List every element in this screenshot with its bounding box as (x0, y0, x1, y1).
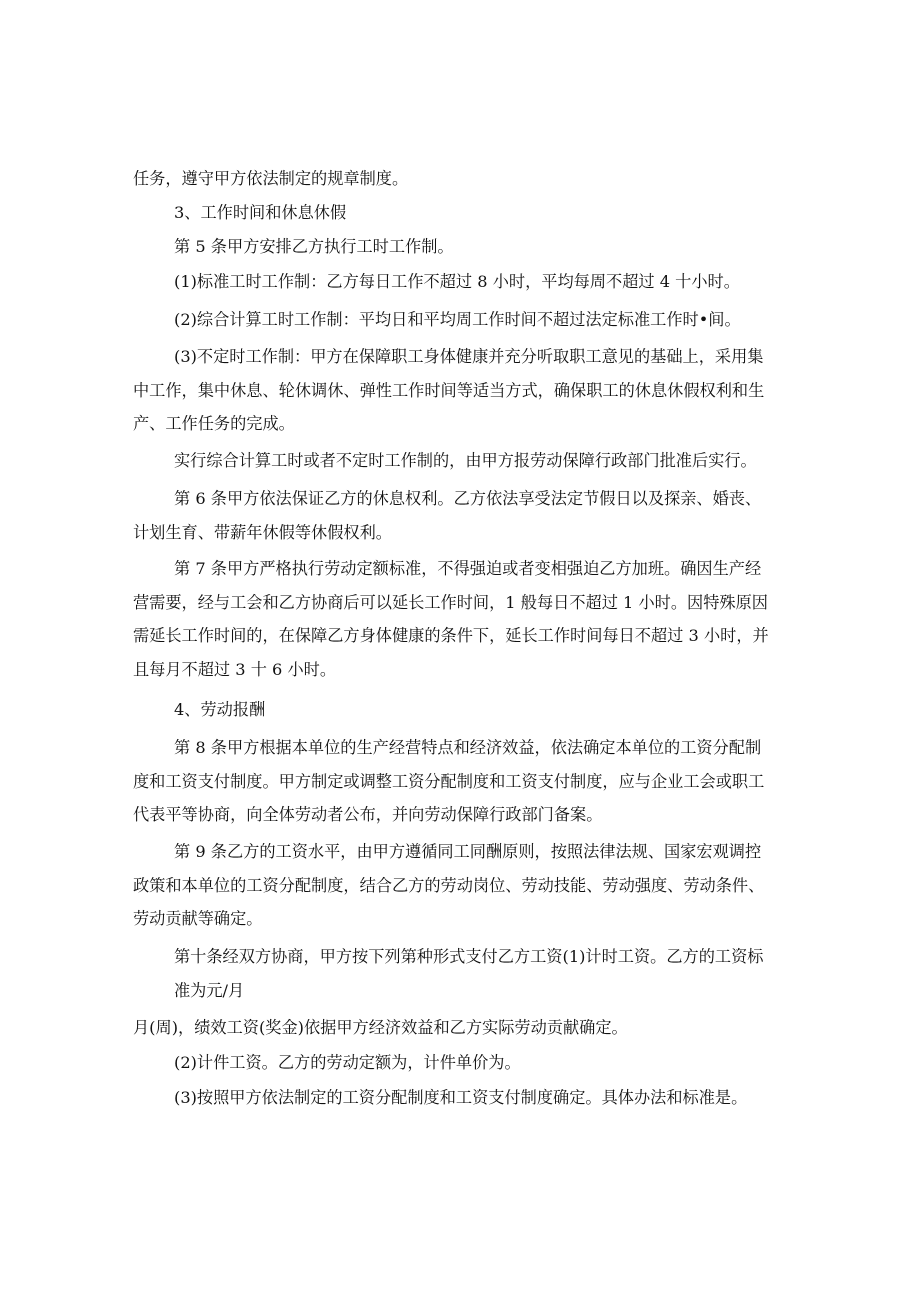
article-5 (133, 230, 797, 264)
text-line: 第 6 条甲方依法保证乙方的休息权利。乙方依法享受法定节假日以及探亲、婚丧、 (174, 489, 762, 508)
text-line: (1)标准工时工作制：乙方每日工作不超过 8 小时，平均每周不超过 4 十小时。 (174, 272, 740, 291)
section-heading-working-hours (133, 196, 797, 230)
item-standard-hours (133, 265, 797, 299)
paragraph-approval (133, 444, 797, 478)
text-line: 准为元/月 (174, 980, 245, 1000)
paragraph-duties-end (133, 162, 797, 196)
text-line: 中工作，集中休息、轮休调休、弹性工作时间等适当方式，确保职工的休息休假权利和生 (133, 380, 765, 400)
text-line: 产、工作任务的完成。 (133, 414, 295, 433)
article-8 (133, 731, 797, 832)
text-line: 第 5 条甲方安排乙方执行工时工作制。 (174, 237, 454, 256)
text-line: 实行综合计算工时或者不定时工作制的，由甲方报劳动保障行政部门批准后实行。 (174, 451, 757, 470)
text-line: 第 9 条乙方的工资水平，由甲方遵循同工同酬原则，按照法律法规、国家宏观调控 (174, 842, 762, 861)
section-heading: 3、工作时间和休息休假 (174, 203, 347, 222)
item-wage-system (133, 1081, 797, 1115)
text-line: 劳动贡献等确定。 (133, 909, 263, 928)
text-line: 任务，遵守甲方依法制定的规章制度。 (133, 169, 409, 188)
item-comprehensive-hours (133, 303, 797, 337)
text-line: 代表平等协商，向全体劳动者公布，并向劳动保障行政部门备案。 (133, 805, 603, 824)
text-line: 政策和本单位的工资分配制度，结合乙方的劳动岗位、劳动技能、劳动强度、劳动条件、 (133, 875, 765, 895)
text-line: (2)综合计算工时工作制：平均日和平均周工作时间不超过法定标准工作时•间。 (174, 310, 741, 329)
text-line: 营需要，经与工会和乙方协商后可以延长工作时间，1 般每日不超过 1 小时。因特殊原因 (133, 592, 768, 612)
article-7 (133, 552, 797, 686)
text-line: 第 7 条甲方严格执行劳动定额标准，不得强迫或者变相强迫乙方加班。确因生产经 (174, 559, 762, 578)
text-line: (2)计件工资。乙方的劳动定额为，计件单价为。 (174, 1053, 521, 1072)
text-line: 需延长工作时间的，在保障乙方身体健康的条件下，延长工作时间每日不超过 3 小时，并 (133, 626, 769, 645)
text-line: 计划生育、带薪年休假等休假权利。 (133, 522, 392, 542)
item-flexible-hours (133, 340, 797, 441)
article-9 (133, 835, 797, 936)
article-6 (133, 482, 797, 549)
section-heading-remuneration (133, 693, 797, 727)
text-line: 度和工资支付制度。甲方制定或调整工资分配制度和工资支付制度，应与企业工会或职工 (133, 771, 765, 791)
paragraph-performance-pay (133, 1011, 797, 1045)
text-line: 且每月不超过 3 十 6 小时。 (133, 659, 337, 679)
text-line: (3)按照甲方依法制定的工资分配制度和工资支付制度确定。具体办法和标准是。 (174, 1088, 748, 1107)
item-piece-rate (133, 1046, 797, 1080)
text-line: 第 8 条甲方根据本单位的生产经营特点和经济效益，依法确定本单位的工资分配制 (174, 738, 762, 757)
article-10 (133, 940, 797, 1007)
text-line: 第十条经双方协商，甲方按下列第种形式支付乙方工资(1)计时工资。乙方的工资标 (174, 947, 764, 966)
text-line: (3)不定时工作制：甲方在保障职工身体健康并充分听取职工意见的基础上，采用集 (174, 347, 764, 366)
text-line: 月(周)，绩效工资(奖金)依据甲方经济效益和乙方实际劳动贡献确定。 (133, 1018, 628, 1037)
section-heading: 4、劳动报酬 (174, 700, 266, 719)
